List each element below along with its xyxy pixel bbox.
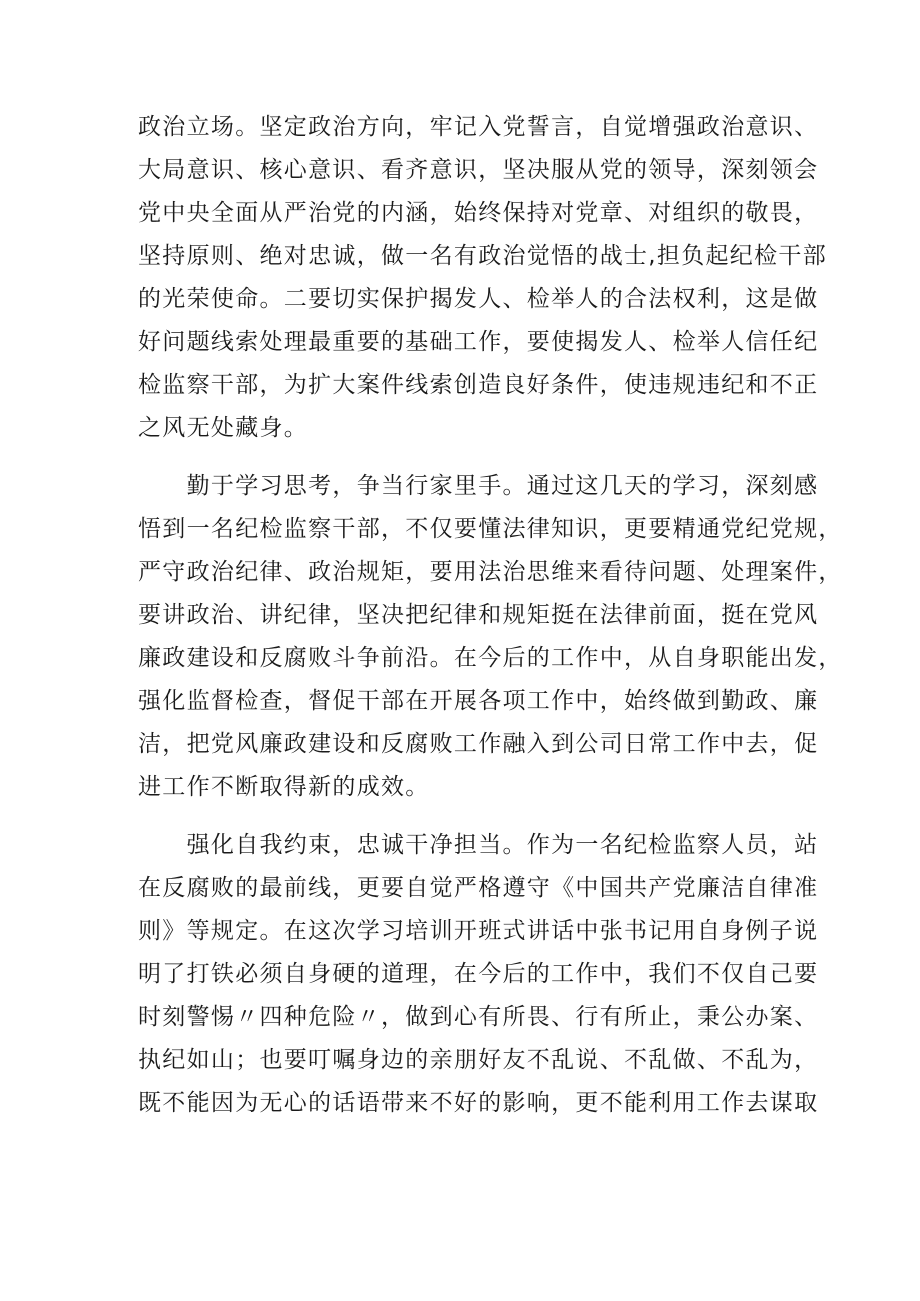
text-line: 政治立场。坚定政治方向，牢记入党誓言，自觉增强政治意识、 bbox=[138, 114, 819, 140]
text-line: 进工作不断取得新的成效。 bbox=[138, 774, 430, 800]
text-line: 既不能因为无心的话语带来不好的影响，更不能利用工作去谋取 bbox=[138, 1090, 819, 1116]
text-line: 悟到一名纪检监察干部，不仅要懂法律知识，更要精通党纪党规， bbox=[138, 516, 843, 542]
text-line: 之风无处藏身。 bbox=[138, 415, 309, 441]
text-line: 洁，把党风廉政建设和反腐败工作融入到公司日常工作中去，促 bbox=[138, 731, 819, 757]
text-line: 强化自我约束，忠诚干净担当。作为一名纪检监察人员，站 bbox=[138, 832, 819, 858]
text-line: 勤于学习思考，争当行家里手。通过这几天的学习，深刻感 bbox=[138, 473, 819, 499]
text-line: 坚持原则、绝对忠诚，做一名有政治觉悟的战士,担负起纪检干部 bbox=[138, 243, 828, 269]
text-line: 明了打铁必须自身硬的道理，在今后的工作中，我们不仅自己要 bbox=[138, 961, 819, 987]
text-line: 要讲政治、讲纪律，坚决把纪律和规矩挺在法律前面，挺在党风 bbox=[138, 602, 819, 628]
paragraph-political-stance bbox=[138, 106, 828, 450]
text-line: 时刻警惕〃四种危险〃，做到心有所畏、行有所止，秉公办案、 bbox=[138, 1004, 819, 1030]
text-line: 严守政治纪律、政治规矩，要用法治思维来看待问题、处理案件， bbox=[138, 559, 843, 585]
text-line: 大局意识、核心意识、看齐意识，坚决服从党的领导，深刻领会 bbox=[138, 157, 819, 183]
text-line: 在反腐败的最前线，更要自觉严格遵守《中国共产党廉洁自律准 bbox=[138, 875, 819, 901]
text-line: 廉政建设和反腐败斗争前沿。在今后的工作中，从自身职能出发， bbox=[138, 645, 843, 671]
text-line: 则》等规定。在这次学习培训开班式讲话中张书记用自身例子说 bbox=[138, 918, 819, 944]
text-line: 检监察干部，为扩大案件线索创造良好条件，使违规违纪和不正 bbox=[138, 372, 819, 398]
text-line: 好问题线索处理最重要的基础工作，要使揭发人、检举人信任纪 bbox=[138, 329, 819, 355]
paragraph-self-discipline bbox=[138, 824, 819, 1125]
text-line: 的光荣使命。二要切实保护揭发人、检举人的合法权利，这是做 bbox=[138, 286, 819, 312]
text-line: 党中央全面从严治党的内涵，始终保持对党章、对组织的敬畏， bbox=[138, 200, 819, 226]
text-line: 执纪如山；也要叮嘱身边的亲朋好友不乱说、不乱做、不乱为， bbox=[138, 1047, 819, 1073]
paragraph-study-thinking bbox=[138, 465, 843, 809]
text-line: 强化监督检查，督促干部在开展各项工作中，始终做到勤政、廉 bbox=[138, 688, 819, 714]
